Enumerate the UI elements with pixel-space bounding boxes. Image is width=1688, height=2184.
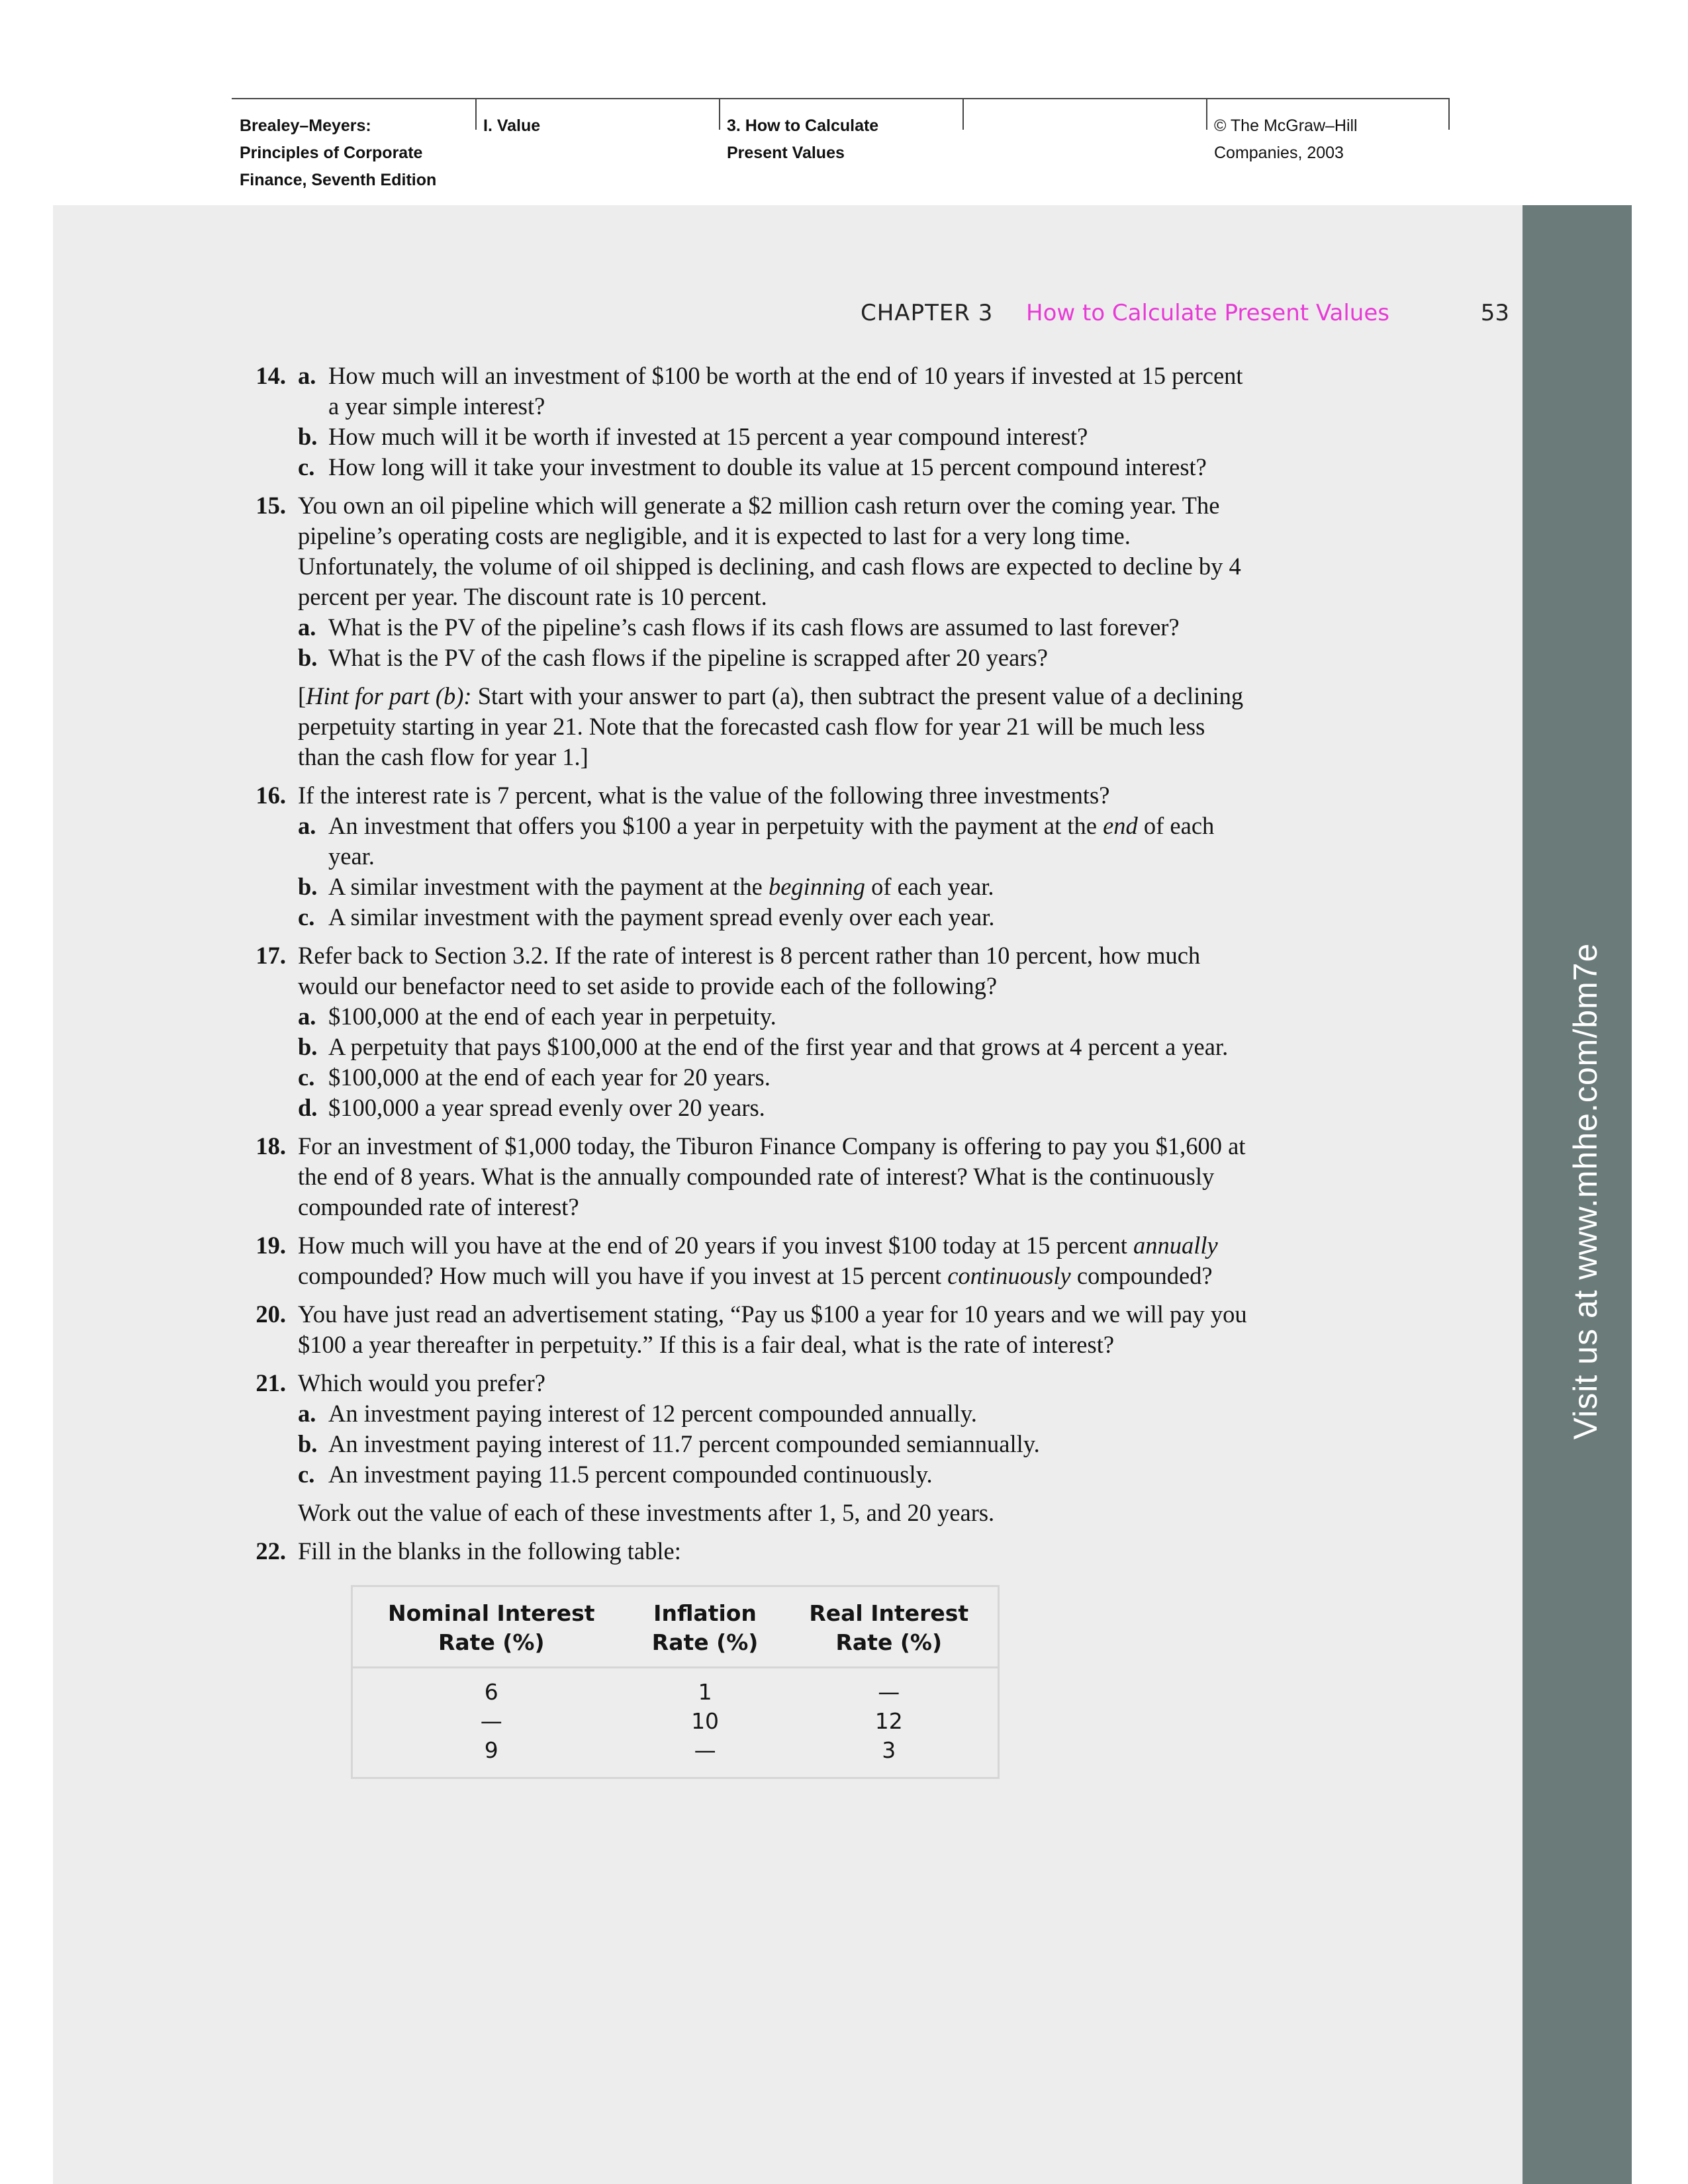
problem-14 (245, 361, 1251, 482)
sidebar-website-text: Visit us at www.mhhe.com/bm7e (1567, 942, 1604, 1440)
problem-text: If the interest rate is 7 percent, what is the value of the following three investments? (298, 782, 1110, 809)
header-chapter-cell (719, 98, 962, 197)
problem-number: 17. (256, 942, 286, 969)
part-text: of each year. (328, 812, 1215, 870)
part-text: How much will it be worth if invested at 15 percent a year compound interest? (328, 423, 1088, 450)
problem-text: Refer back to Section 3.2. If the rate of interest is 8 percent rather than 10 percent, how much would our benefactor need to set aside to provide each of the following? (298, 942, 1201, 999)
problem-part (298, 902, 1251, 933)
problem-list (245, 361, 1251, 1779)
table-cell: — (480, 1708, 502, 1734)
hint-label: Hint for part (b): (306, 682, 472, 709)
problem-number: 20. (256, 1300, 286, 1328)
header-line: Rate (%) (835, 1629, 943, 1655)
header-line: Inflation (653, 1600, 757, 1626)
problem-number: 14. (256, 362, 286, 389)
problem-number: 19. (256, 1232, 286, 1259)
column-header-inflation (630, 1586, 780, 1668)
problem-16 (245, 780, 1251, 933)
header-line: Real Interest (809, 1600, 969, 1626)
running-head-chapter: CHAPTER 3 (861, 300, 994, 326)
problem-part (298, 612, 1251, 643)
problem-text-run: compounded? (1070, 1262, 1213, 1289)
running-head (861, 296, 1509, 330)
problem-part (298, 1429, 1251, 1459)
part-label: c. (298, 453, 315, 480)
problem-part (298, 1459, 1251, 1490)
part-label: a. (298, 362, 316, 389)
part-text: What is the PV of the cash flows if the pipeline is scrapped after 20 years? (328, 644, 1048, 671)
part-label: b. (298, 873, 318, 900)
part-text: $100,000 a year spread evenly over 20 years. (328, 1094, 765, 1121)
problem-part (298, 1398, 1251, 1429)
problem-text-run: compounded? How much will you have if you invest at 15 percent (298, 1262, 948, 1289)
hint-bracket: [ (298, 682, 306, 709)
part-label: a. (298, 1400, 316, 1427)
table-cell: 1 (698, 1679, 712, 1705)
table-cell: — (878, 1679, 900, 1705)
part-label: a. (298, 1003, 316, 1030)
problem-text: Which would you prefer? (298, 1369, 545, 1396)
part-text: An investment paying 11.5 percent compounded continuously. (328, 1461, 933, 1488)
part-label: a. (298, 812, 316, 839)
table-cell: 12 (874, 1708, 903, 1734)
header-copyright-line: Companies, 2003 (1214, 144, 1344, 162)
problem-part (298, 361, 1251, 422)
problem-number: 21. (256, 1369, 286, 1396)
part-text: $100,000 at the end of each year in perpetuity. (328, 1003, 776, 1030)
problem-text: For an investment of $1,000 today, the Tiburon Finance Company is offering to pay you $1,600 at the end of 8 years. What is the annually compounded rate of interest? What is the continuously compounded rate of interest? (298, 1132, 1246, 1220)
hint-text: Start with your answer to part (a), then subtract the present value of a declining perpetuity starting in year 21. Note that the forecasted cash flow for year 21 will be much less than the cash flow for year 1.] (298, 682, 1244, 770)
header-book-line: Principles of Corporate (240, 144, 423, 162)
problem-emphasis: annually (1133, 1232, 1218, 1259)
part-label: c. (298, 903, 315, 931)
part-text: What is the PV of the pipeline’s cash flows if its cash flows are assumed to last forever? (328, 614, 1180, 641)
problem-17 (245, 940, 1251, 1123)
part-text: of each year. (865, 873, 994, 900)
column-header-nominal (352, 1586, 630, 1668)
header-divider (1448, 98, 1450, 130)
header-blank-cell (962, 98, 1206, 197)
header-line: Nominal Interest (387, 1600, 595, 1626)
problem-part (298, 1093, 1251, 1123)
part-label: b. (298, 644, 318, 671)
table-row (352, 1736, 999, 1778)
header-copyright-line: © The McGraw–Hill (1214, 116, 1358, 135)
table-cell: 6 (484, 1679, 498, 1705)
part-text: An investment paying interest of 11.7 percent compounded semiannually. (328, 1430, 1040, 1457)
problem-20 (245, 1299, 1251, 1360)
header-part-cell (475, 98, 719, 197)
problem-part (298, 1062, 1251, 1093)
header-part: I. Value (483, 116, 541, 135)
part-label: b. (298, 1033, 318, 1060)
problem-part (298, 1032, 1251, 1062)
document-metadata-header (232, 98, 1450, 197)
header-chapter-line: Present Values (727, 144, 845, 162)
problem-part (298, 643, 1251, 673)
problem-18 (245, 1131, 1251, 1222)
problem-text: Fill in the blanks in the following table: (298, 1537, 681, 1565)
problem-text-run: How much will you have at the end of 20 years if you invest $100 today at 15 percent (298, 1232, 1133, 1259)
problem-21 (245, 1368, 1251, 1528)
problem-22 (245, 1536, 1251, 1567)
problem-number: 22. (256, 1537, 286, 1565)
header-chapter-line: 3. How to Calculate (727, 116, 879, 135)
interest-rate-table (351, 1585, 1000, 1779)
problem-number: 16. (256, 782, 286, 809)
table-cell: 10 (691, 1708, 720, 1734)
table-cell: 3 (882, 1737, 896, 1763)
header-copyright-cell (1206, 98, 1450, 197)
part-text: A similar investment with the payment at the (328, 873, 769, 900)
header-book-line: Finance, Seventh Edition (240, 171, 437, 189)
problem-instruction: Work out the value of each of these investments after 1, 5, and 20 years. (298, 1499, 995, 1526)
problem-number: 18. (256, 1132, 286, 1160)
problem-text: You own an oil pipeline which will generate a $2 million cash return over the coming year. The pipeline’s operating costs are negligible, and it is expected to last for a very long time. Unfortunately, the volume of oil shipped is declining, and cash flows are expected to decline by 4 percent per year. The discount rate is 10 percent. (298, 492, 1241, 610)
problem-15 (245, 490, 1251, 772)
column-header-real (780, 1586, 999, 1668)
part-label: c. (298, 1461, 315, 1488)
table-header-row (352, 1586, 999, 1668)
problem-text: You have just read an advertisement stating, “Pay us $100 a year for 10 years and we will pay you $100 a year thereafter in perpetuity.” If this is a fair deal, what is the rate of interest? (298, 1300, 1247, 1358)
table-cell: 9 (484, 1737, 498, 1763)
part-text: $100,000 at the end of each year for 20 years. (328, 1064, 771, 1091)
table-row (352, 1707, 999, 1736)
hint-note (298, 681, 1251, 772)
problem-number: 15. (256, 492, 286, 519)
part-label: b. (298, 1430, 318, 1457)
part-text: An investment paying interest of 12 percent compounded annually. (328, 1400, 977, 1427)
problem-part (298, 452, 1251, 482)
problem-part (298, 811, 1251, 872)
header-line: Rate (%) (438, 1629, 545, 1655)
page-number: 53 (1480, 300, 1509, 326)
part-text: A similar investment with the payment spread evenly over each year. (328, 903, 995, 931)
part-text: A perpetuity that pays $100,000 at the end of the first year and that grows at 4 percent a year. (328, 1033, 1229, 1060)
problem-text (298, 1230, 1251, 1291)
problem-19 (245, 1230, 1251, 1291)
part-label: a. (298, 614, 316, 641)
problem-part (298, 1001, 1251, 1032)
problem-emphasis: continuously (947, 1262, 1071, 1289)
running-head-title: How to Calculate Present Values (1026, 300, 1389, 326)
part-text: How much will an investment of $100 be worth at the end of 10 years if invested at 15 percent a year simple interest? (328, 362, 1243, 420)
part-emphasis: beginning (768, 873, 865, 900)
header-book-cell (232, 98, 475, 197)
part-text: An investment that offers you $100 a year in perpetuity with the payment at the (328, 812, 1103, 839)
part-label: d. (298, 1094, 318, 1121)
part-text: How long will it take your investment to double its value at 15 percent compound interest? (328, 453, 1207, 480)
table-cell: — (694, 1737, 716, 1763)
part-label: b. (298, 423, 318, 450)
problem-part (298, 872, 1251, 902)
header-line: Rate (%) (651, 1629, 759, 1655)
part-label: c. (298, 1064, 315, 1091)
header-book-line: Brealey–Meyers: (240, 116, 371, 135)
part-emphasis: end (1103, 812, 1138, 839)
table-row (352, 1668, 999, 1707)
problem-part (298, 422, 1251, 452)
